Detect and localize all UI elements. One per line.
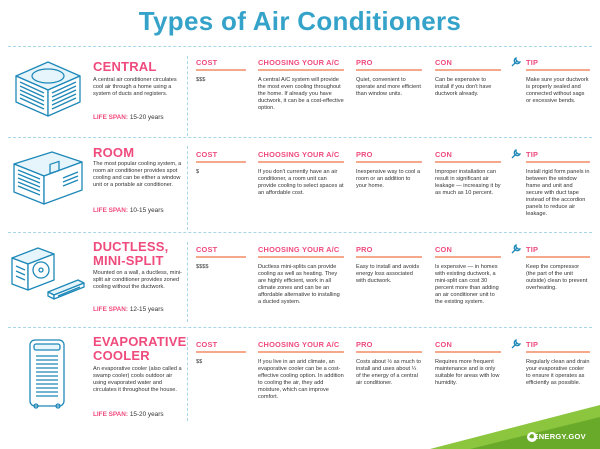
choosing-header: CHOOSING YOUR A/C xyxy=(258,340,340,349)
life-span-label: LIFE SPAN: xyxy=(93,207,129,214)
tip-header: TIP xyxy=(526,340,539,349)
cost-value: $$$$ xyxy=(196,264,209,270)
row-separator xyxy=(8,327,592,328)
con-text: Requires more frequent maintenance and is only suitable for areas with low humidity. xyxy=(435,359,500,386)
con-column xyxy=(435,58,501,98)
pro-header: PRO xyxy=(356,245,373,254)
choosing-header: CHOOSING YOUR A/C xyxy=(258,58,340,67)
type-name-line-2: COOLER xyxy=(93,348,150,363)
row-separator xyxy=(8,137,592,138)
type-name-ductless xyxy=(93,240,168,268)
life-span-value: 12-15 years xyxy=(129,306,164,313)
life-span xyxy=(93,114,164,121)
column-divider xyxy=(187,56,188,136)
type-name-line-1: DUCTLESS, xyxy=(93,239,169,254)
life-span-value: 10-15 years xyxy=(129,207,164,214)
choosing-column xyxy=(258,58,344,112)
type-description: A central air conditioner circulates cool air through a home using a system of ducts and registers. xyxy=(93,77,177,97)
pro-header: PRO xyxy=(356,340,373,349)
tip-column xyxy=(526,245,590,292)
cost-value: $$$ xyxy=(196,77,206,83)
cost-column xyxy=(196,150,246,176)
choosing-header: CHOOSING YOUR A/C xyxy=(258,245,340,254)
tip-column xyxy=(526,150,590,218)
choosing-column xyxy=(258,245,344,306)
choosing-text: If you live in an arid climate, an evaporative cooler can be a cost-effective cooling option. In addition to cooling the air, they add moisture, which can improve comfort. xyxy=(258,359,344,400)
pro-text: Easy to install and avoids energy loss associated with ductwork. xyxy=(356,264,420,284)
row-separator xyxy=(8,232,592,233)
pro-text: Inexpensive way to cool a room or an addition to your home. xyxy=(356,169,421,189)
column-divider xyxy=(187,337,188,421)
pro-column xyxy=(356,245,422,285)
con-column xyxy=(435,150,501,197)
type-description: Mounted on a wall, a ductless, mini-split air conditioner provides zoned cooling without the ductwork. xyxy=(93,270,182,290)
con-column xyxy=(435,245,501,306)
cost-value: $ xyxy=(196,169,200,175)
window-ac-unit-icon xyxy=(8,142,86,212)
central-ac-unit-icon xyxy=(8,54,86,124)
type-name-room: ROOM xyxy=(93,145,135,160)
energy-gov-banner xyxy=(410,397,600,449)
type-description: An evaporative cooler (also called a swamp cooler) cools outdoor air using evaporated water and circulates it throughout the house. xyxy=(93,366,182,393)
tip-text: Regularly clean and drain your evaporative cooler to ensure it operates as efficiently as possible. xyxy=(526,359,590,386)
life-span xyxy=(93,207,164,214)
pro-column xyxy=(356,340,422,387)
pro-column xyxy=(356,58,422,98)
column-divider xyxy=(187,242,188,322)
energy-gov-logo[interactable]: ENERGY.GOV xyxy=(533,432,586,441)
tip-text: Keep the compressor (the part of the unit outside) clean to prevent overheating. xyxy=(526,264,588,291)
tip-header: TIP xyxy=(526,150,539,159)
row-separator xyxy=(8,46,592,47)
type-name-line-1: EVAPORATIVE xyxy=(93,334,187,349)
life-span-value: 15-20 years xyxy=(129,114,164,121)
type-description: The most popular cooling system, a room air conditioner provides spot cooling and can be either a window unit or a portable air conditioner. xyxy=(93,161,182,188)
con-text: Can be expensive to install if you don't have ductwork already. xyxy=(435,77,492,97)
choosing-text: If you don't currently have an air conditioner, a room unit can provide cooling to select spaces at an affordable cost. xyxy=(258,169,344,196)
mini-split-unit-icon xyxy=(8,238,86,308)
life-span-label: LIFE SPAN: xyxy=(93,306,129,313)
cost-column xyxy=(196,245,246,271)
con-header: CON xyxy=(435,245,453,254)
life-span xyxy=(93,411,164,418)
type-name-evaporative xyxy=(93,335,186,363)
cost-value: $$ xyxy=(196,359,203,365)
pro-header: PRO xyxy=(356,58,373,67)
tip-wrench-icon xyxy=(510,56,522,68)
pro-text: Quiet, convenient to operate and more efficient than window units. xyxy=(356,77,421,97)
cost-header: COST xyxy=(196,245,218,254)
tip-wrench-icon xyxy=(510,338,522,350)
pro-header: PRO xyxy=(356,150,373,159)
cost-column xyxy=(196,58,246,84)
tip-header: TIP xyxy=(526,245,539,254)
type-name-central: CENTRAL xyxy=(93,59,157,74)
pro-text: Costs about ½ as much to install and uses about ¼ of the energy of a central air conditioner. xyxy=(356,359,421,386)
tip-column xyxy=(526,340,590,387)
con-column xyxy=(435,340,501,387)
life-span-label: LIFE SPAN: xyxy=(93,114,129,121)
evaporative-cooler-icon xyxy=(8,334,86,412)
life-span-value: 15-20 years xyxy=(129,411,164,418)
tip-wrench-icon xyxy=(510,148,522,160)
cost-column xyxy=(196,340,246,366)
page-title: Types of Air Conditioners xyxy=(138,6,462,36)
cost-header: COST xyxy=(196,58,218,67)
tip-wrench-icon xyxy=(510,243,522,255)
con-header: CON xyxy=(435,150,453,159)
tip-text: Make sure your ductwork is properly sealed and connected without sags or excessive bends. xyxy=(526,77,589,104)
life-span xyxy=(93,306,164,313)
tip-text: Install rigid form panels in between the window frame and unit and secure with duct tape instead of the accordion panels to reduce air leakage. xyxy=(526,169,590,217)
cost-header: COST xyxy=(196,150,218,159)
tip-header: TIP xyxy=(526,58,539,67)
con-text: Improper installation can result in significant air leakage — increasing it by as much as 10 percent. xyxy=(435,169,501,196)
choosing-text: Ductless mini-splits can provide cooling as well as heating. They are highly efficient, work in all climate zones and can be an affordable alternative to installing a ducted system. xyxy=(258,264,340,305)
choosing-text: A central A/C system will provide the most even cooling throughout the home. If already you have ductwork, it can be a cost-effective option. xyxy=(258,77,344,111)
con-text: Is expensive — in homes with existing ductwork, a mini-split can cost 30 percent more than adding an air conditioner unit to the existing system. xyxy=(435,264,499,305)
choosing-header: CHOOSING YOUR A/C xyxy=(258,150,340,159)
choosing-column xyxy=(258,150,344,197)
type-name-line-2: MINI-SPLIT xyxy=(93,253,164,268)
con-header: CON xyxy=(435,58,453,67)
choosing-column xyxy=(258,340,344,401)
pro-column xyxy=(356,150,422,190)
life-span-label: LIFE SPAN: xyxy=(93,411,129,418)
column-divider xyxy=(187,146,188,230)
cost-header: COST xyxy=(196,340,218,349)
tip-column xyxy=(526,58,590,105)
con-header: CON xyxy=(435,340,453,349)
